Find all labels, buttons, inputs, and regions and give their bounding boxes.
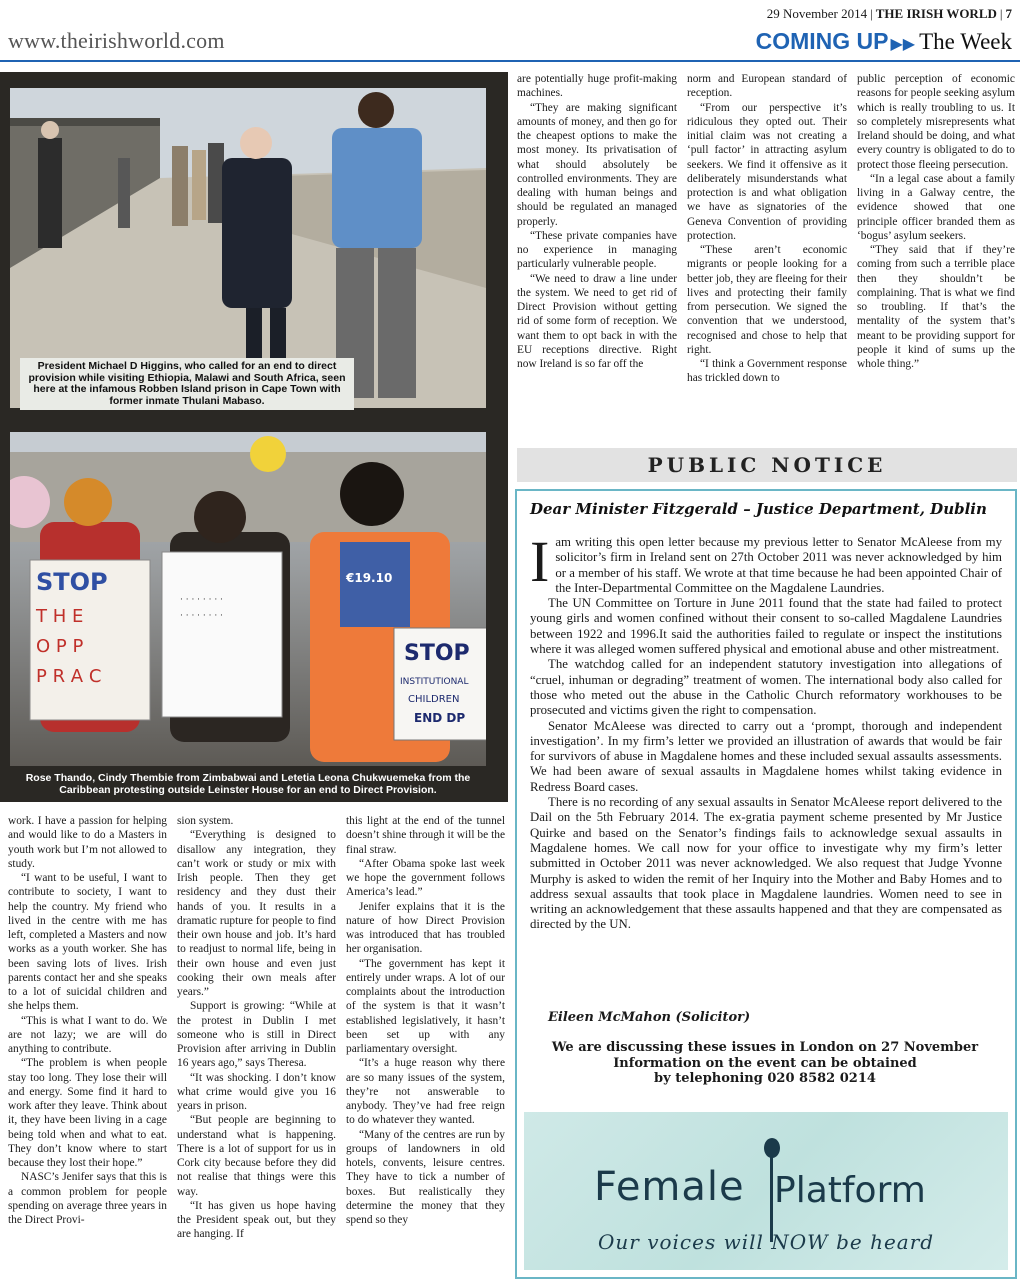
photo2-caption: Rose Thando, Cindy Thembie from Zimbabwai and Letetia Leona Chukwuemeka from the Caribbean protesting outside Leinster House for an end to Direct Provision. xyxy=(25,772,471,796)
paragraph: are potentially huge profit-making machines. xyxy=(517,73,677,100)
section-label: COMING UP xyxy=(755,28,889,54)
publication-name: THE IRISH WORLD xyxy=(875,6,997,21)
notice-paragraph xyxy=(530,529,1002,596)
paragraph: public perception of economic reasons for people seeking asylum which is really troubling to us. It so completely misrepresents what Ireland should be doing, and what every country is obligated to do to protect those fleeing persecution. xyxy=(857,73,1015,171)
photo1-caption: President Michael D Higgins, who called for an end to direct provision while visiting Ethiopia, Malawi and South Africa, seen here at the infamous Robben Island prison in Cape Town with former inmate Thulani Mabaso. xyxy=(20,358,354,410)
paragraph: “The government has kept it entirely under wraps. A lot of our complaints about the introduction of the system is that it wasn’t established legislatively, it hasn’t been set up with any parliamentary oversight. xyxy=(346,957,505,1055)
svg-text:O P P: O P P xyxy=(36,636,84,657)
svg-text:STOP: STOP xyxy=(36,568,108,596)
paragraph: “After Obama spoke last week we hope the government follows America’s lead.” xyxy=(346,857,505,899)
svg-text:€19.10: €19.10 xyxy=(346,571,393,585)
paragraph: this light at the end of the tunnel doesn’t shine through it will be the final straw. xyxy=(346,815,505,856)
public-notice-bar: PUBLIC NOTICE xyxy=(517,448,1017,482)
brand-part2: Platform xyxy=(774,1170,926,1211)
female-platform-banner[interactable] xyxy=(524,1112,1008,1270)
paragraph: “These private companies have no experience in managing particularly vulnerable people. xyxy=(517,229,677,271)
svg-text:STOP: STOP xyxy=(404,641,470,666)
paragraph: “I think a Government response has trickled down to xyxy=(687,358,847,385)
paragraph: sion system. xyxy=(177,815,234,827)
paragraph: “I want to be useful, I want to contribute to society, I want to help the country. My friend who lived in the centre with me has left, completed a Masters and now works as a youth worker. She has been saving lots of lives. Irish parents contact her and she speaks to a lot of suicidal children and she helps them. xyxy=(8,872,167,1013)
notice-paragraph: The UN Committee on Torture in June 2011 found that the state had failed to protect young girls and women confined without their consent to so-called Magdalene Laundries between 1922 and 1996.It said the authorities failed to regulate or inspect the institutions where it was alleged women suffered physical and emotional abuse and other mistreatment. xyxy=(530,596,1002,657)
paragraph: “This is what I want to do. We are not lazy; we are will do anything to contribute. xyxy=(8,1014,167,1055)
paragraph: “It’s a huge reason why there are so many issues of the system, they’re not answerable to anybody. They’ve had free reign to do whatever they wanted. xyxy=(346,1057,505,1127)
event-info xyxy=(530,1040,1000,1087)
paragraph: “We need to draw a line under the system. We need to get rid of Direct Provision without getting rid of some form of reception. We want them to opt back in with the EU receptions directive. Right now Ireland is so far off the xyxy=(517,272,677,370)
paragraph: “It has given us hope having the President speak out, but they are hanging. If xyxy=(177,1199,336,1241)
issue-line: 29 November 2014 | THE IRISH WORLD | 7 xyxy=(766,6,1012,21)
paragraph: “The problem is when people stay too long. They lose their will and energy. Some find it hard to work after they leave. Think about it, they have been living in a cage being told when and what to eat. They don’t know where to start because they lost their hope.” xyxy=(8,1057,167,1169)
notice-paragraph: Senator McAleese was directed to carry out a ‘prompt, thorough and independent investigation’. In my firm’s letter we provided an illustration of awards that would be fair for survivors of abuse in Magdalene homes and these included sexual assaults assessments. We had been aware of sexual assaults in Magdalene homes whilst taking evidence in Redress Board cases. xyxy=(530,718,1002,794)
signature: Eileen McMahon (Solicitor) xyxy=(548,1010,751,1025)
protest-photo xyxy=(10,432,486,766)
lower-column-3 xyxy=(346,814,505,1272)
lower-column-1 xyxy=(8,814,167,1272)
notice-paragraph-text: am writing this open letter because my previous letter to Senator McAleese from my solicitor’s firm in Ireland sent on 27th October 2011 was never acknowledged by him or a member of his staff. We wrote at that time because he had been appointed Chair of the Inter-Departmental Committee on the Magdalene Laundries. xyxy=(555,535,1002,595)
event-line: We are discussing these issues in London on 27 November xyxy=(551,1040,979,1055)
svg-text:P R A C: P R A C xyxy=(36,666,102,687)
brand-part1: Female xyxy=(594,1164,745,1210)
lower-column-2 xyxy=(177,814,336,1272)
section-header xyxy=(756,28,1012,55)
svg-text:INSTITUTIONAL: INSTITUTIONAL xyxy=(400,677,469,687)
upper-column-3 xyxy=(857,72,1015,428)
upper-column-2 xyxy=(687,72,847,428)
event-line: Information on the event can be obtained xyxy=(613,1055,917,1071)
paragraph: norm and European standard of reception. xyxy=(687,73,847,100)
event-phone: by telephoning 020 8582 0214 xyxy=(654,1071,876,1086)
paragraph: “They said that if they’re coming from such a terrible place then they shouldn’t be complaining. That is what we find so troubling. If that’s the mentality of the system that’s meant to be providing support for people it kind of sums up the whole thing.” xyxy=(857,244,1015,370)
paragraph: Support is growing: “While at the protest in Dublin I met someone who is still in Direct Provision after arriving in Dublin 16 years ago,” says Theresa. xyxy=(177,1000,336,1070)
upper-column-1 xyxy=(517,72,677,428)
paragraph: Jenifer explains that it is the nature of how Direct Provision was introduced that has troubled her organisation. xyxy=(346,900,505,956)
page-number: 7 xyxy=(1005,6,1012,21)
brand-tagline: Our voices will NOW be heard xyxy=(598,1230,935,1254)
paragraph: “From our perspective it’s ridiculous they opted out. Their initial claim was not creating a ‘pull factor’ in attracting asylum seekers. We find it offensive as it deliberately misunderstands what protection is and what obligation we have as signatories of the Geneva Convention of providing protection. xyxy=(687,101,847,242)
drop-cap: I xyxy=(530,529,550,594)
svg-text:· · · · · · · ·: · · · · · · · · xyxy=(180,595,223,605)
notice-paragraph: The watchdog called for an independent statutory investigation into allegations of “cruel, inhuman or degrading” treatment of women. The international body also called for those who meted out the abuse in the Catholic Church reformatory workhouses to be prosecuted and victims given the right to compensation. xyxy=(530,657,1002,718)
paragraph: “But people are beginning to understand what is happening. There is a lot of support for us in Cork city because before they did not realise that things were this way. xyxy=(177,1114,336,1198)
paragraph: “These aren’t economic migrants or people looking for a better job, they are fleeing for their lives and protecting their family from persecution. We signed the convention that we understood, recognised and chose to help that right. xyxy=(687,244,847,356)
svg-text:END DP: END DP xyxy=(414,711,466,725)
svg-text:CHILDREN: CHILDREN xyxy=(408,694,460,705)
photo2-illustration xyxy=(10,432,486,766)
issue-date: 29 November 2014 xyxy=(766,6,868,21)
paragraph: NASC’s Jenifer says that this is a common problem for people spending on average three years in the Direct Provi- xyxy=(8,1171,167,1226)
notice-title: Dear Minister Fitzgerald – Justice Department, Dublin xyxy=(530,500,987,518)
website-url[interactable]: www.theirishworld.com xyxy=(8,28,225,53)
notice-body xyxy=(530,529,1002,933)
paragraph: “They are making significant amounts of money, and then go for the cheapest options to make the most money. Its privatisation of what should absolutely be controlled environments. They are dealing with human beings and should be regulated an managed properly. xyxy=(517,101,677,228)
paragraph: “In a legal case about a family living in a Galway centre, the evidence showed that one principle officer branded them as ‘bogus’ asylum seekers. xyxy=(857,172,1015,242)
paragraph: “Everything is designed to disallow any integration, they can’t work or study or mix with Irish people. Then they get residency and they dust their hands of you. It results in a dramatic rupture for people to find their own house and job. It’s hard to readjust to normal life, being in their own house and even just cooking their own meals after years.” xyxy=(177,829,336,998)
svg-text:· · · · · · · ·: · · · · · · · · xyxy=(180,611,223,621)
paragraph: “It was shocking. I don’t know what crime would give you 16 years in prison. xyxy=(177,1071,336,1112)
paragraph: “Many of the centres are run by groups of landowners in old hotels, convents, leisure centres. They have to tick a number of boxes. But realistically they determine the money that they spend so they xyxy=(346,1128,505,1226)
header-rule xyxy=(0,60,1020,62)
svg-text:T H E: T H E xyxy=(36,606,84,627)
notice-paragraph: There is no recording of any sexual assaults in Senator McAleese report delivered to the Dail on the 5th February 2014. The ex-gratia payment scheme presented by Mr Justice Quirke and based on the Senator’s findings fails to acknowledge sexual assaults in Magdalene homes. We call now for your office to investigate why my firm’s letter submitted in October 2011 was never acknowledged. We also request that Judge Yvonne Murphy is asked to widen the remit of her Inquiry into the Mother and Baby Homes and to address sexual assaults that took place in Magdalene laundries. Women need to see in writing an acknowledgement that these assaults happened and that they are compensated as directed by the UN. xyxy=(530,795,1002,932)
paragraph: work. I have a passion for helping and would like to do a Masters in youth work but I’m not allowed to study. xyxy=(8,815,167,870)
section-name: The Week xyxy=(919,29,1012,54)
double-arrow-icon: ▶▶ xyxy=(890,34,916,53)
